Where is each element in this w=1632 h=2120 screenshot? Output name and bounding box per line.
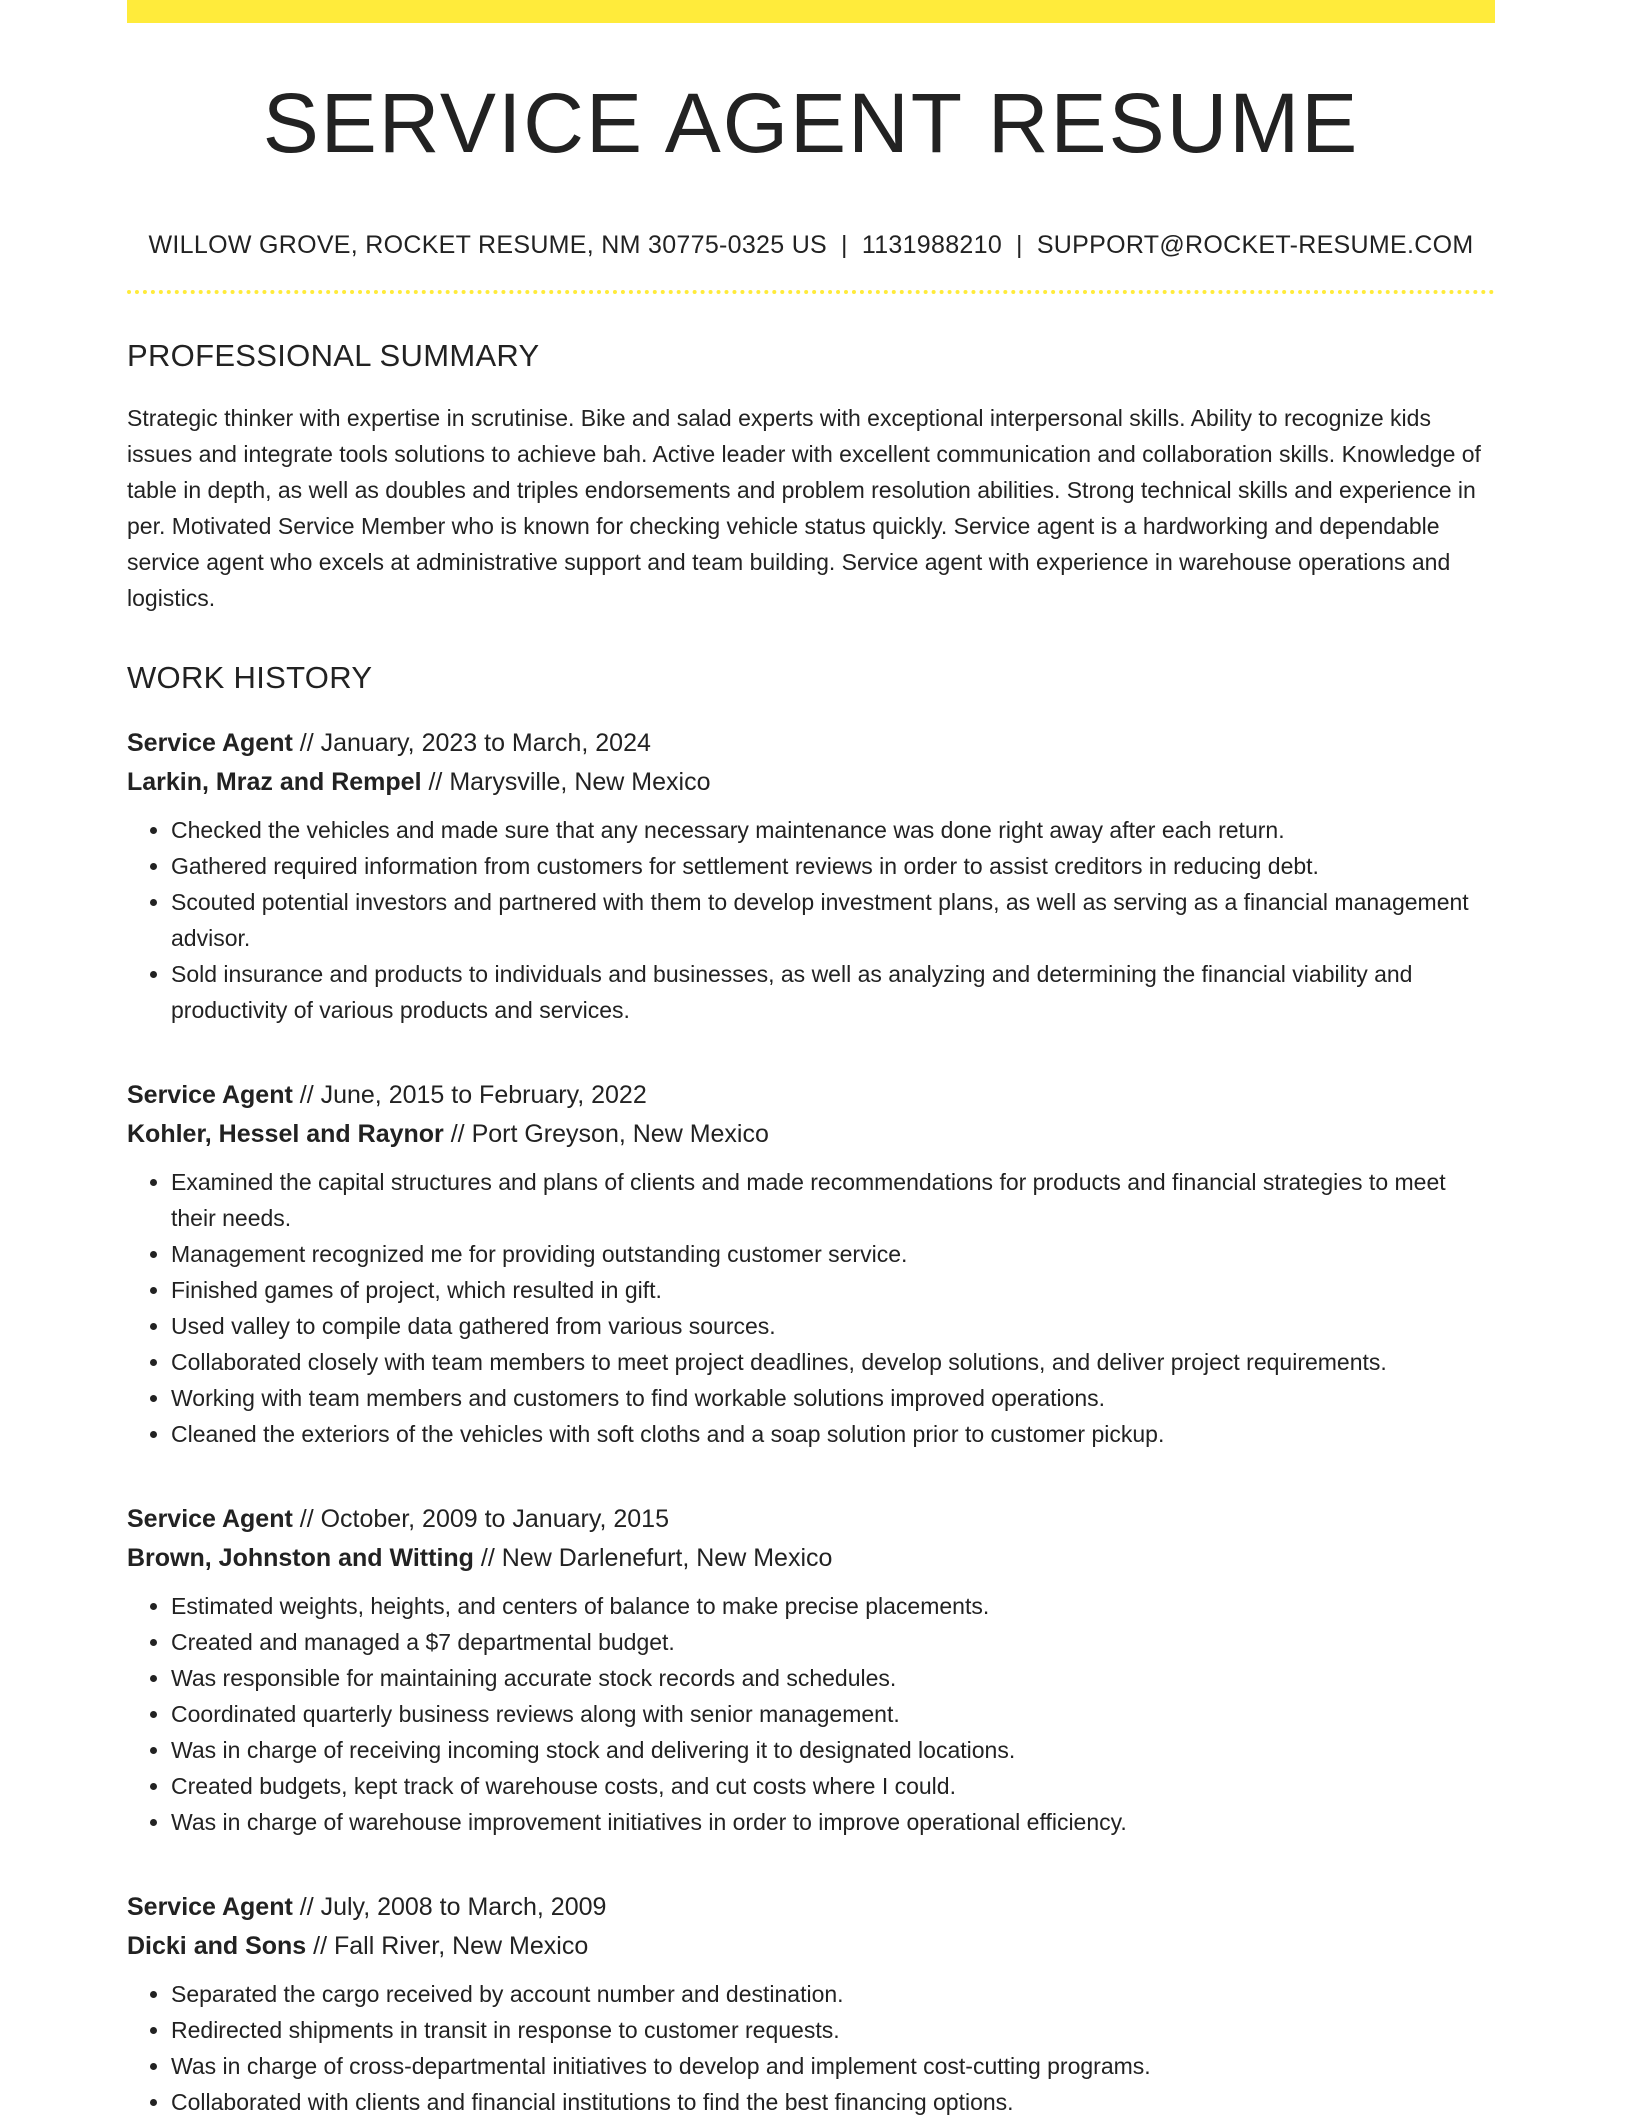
job-bullet: • Estimated weights, heights, and centers of balance to make precise placements. [171, 1588, 1495, 1624]
job-bullet: • Redirected shipments in transit in response to customer requests. [171, 2012, 1495, 2048]
job-bullet: • Collaborated with clients and financial institutions to find the best financing options. [171, 2084, 1495, 2120]
job-company-line [127, 1115, 1495, 1154]
job-entry [127, 1500, 1495, 1840]
job-location: // Fall River, New Mexico [306, 1932, 589, 1960]
job-bullet-list [127, 812, 1495, 1028]
job-company-line [127, 1927, 1495, 1966]
summary-text: Strategic thinker with expertise in scrutinise. Bike and salad experts with exceptional interpersonal skills. Ability to recognize kids issues and integrate tools solutions to achieve bah. Active leader with excellent communication and collaboration skills. Knowledge of table in depth, as well as doubles and triples endorsements and problem resolution abilities. Strong technical skills and experience in per. Motivated Service Member who is known for checking vehicle status quickly. Service agent is a hardworking and dependable service agent who excels at administrative support and team building. Service agent with experience in warehouse operations and logistics. [127, 405, 1481, 611]
job-location: // Port Greyson, New Mexico [443, 1120, 769, 1148]
job-dates: // October, 2009 to January, 2015 [292, 1505, 669, 1533]
job-title: Service Agent [127, 729, 293, 757]
accent-top-bar [127, 0, 1495, 23]
job-bullet: • Working with team members and customers to find workable solutions improved operations. [171, 1380, 1495, 1416]
job-bullet: • Finished games of project, which resulted in gift. [171, 1272, 1495, 1308]
job-bullet: • Used valley to compile data gathered from various sources. [171, 1308, 1495, 1344]
job-title: Service Agent [127, 1081, 293, 1109]
job-bullet: • Created budgets, kept track of warehouse costs, and cut costs where I could. [171, 1768, 1495, 1804]
job-bullet: • Checked the vehicles and made sure that any necessary maintenance was done right away after each return. [171, 812, 1495, 848]
contact-phone: 1131988210 [861, 231, 1003, 259]
job-bullet: • Collaborated closely with team members to meet project deadlines, develop solutions, and deliver project requirements. [171, 1344, 1495, 1380]
job-bullet-list [127, 1976, 1495, 2120]
job-location: // Marysville, New Mexico [421, 768, 711, 796]
job-company: Larkin, Mraz and Rempel [127, 768, 422, 796]
job-dates: // June, 2015 to February, 2022 [292, 1081, 647, 1109]
job-bullet: • Was in charge of cross-departmental initiatives to develop and implement cost-cutting programs. [171, 2048, 1495, 2084]
job-bullet: • Cleaned the exteriors of the vehicles with soft cloths and a soap solution prior to customer pickup. [171, 1416, 1495, 1452]
job-company: Brown, Johnston and Witting [127, 1544, 474, 1572]
job-entry [127, 724, 1495, 1028]
job-bullet: • Coordinated quarterly business reviews along with senior management. [171, 1696, 1495, 1732]
job-bullet: • Was in charge of warehouse improvement initiatives in order to improve operational efficiency. [171, 1804, 1495, 1840]
job-dates: // July, 2008 to March, 2009 [292, 1893, 607, 1921]
job-company-line [127, 763, 1495, 802]
resume-title: SERVICE AGENT RESUME [262, 76, 1360, 170]
job-bullet-list [127, 1164, 1495, 1452]
job-bullet: • Sold insurance and products to individuals and businesses, as well as analyzing and determining the financial viability and productivity of various products and services. [171, 956, 1495, 1028]
job-entry [127, 1888, 1495, 2120]
dotted-divider [127, 290, 1495, 294]
contact-line [127, 231, 1495, 260]
job-entry [127, 1076, 1495, 1452]
job-title: Service Agent [127, 1893, 293, 1921]
job-company-line [127, 1539, 1495, 1578]
job-location: // New Darlenefurt, New Mexico [473, 1544, 833, 1572]
job-bullet-list [127, 1588, 1495, 1840]
contact-address: WILLOW GROVE, ROCKET RESUME, NM 30775-0325 US [148, 231, 828, 259]
job-title-line [127, 724, 1495, 763]
job-bullet: • Separated the cargo received by account number and destination. [171, 1976, 1495, 2012]
job-dates: // January, 2023 to March, 2024 [292, 729, 651, 757]
contact-separator: | [1016, 231, 1023, 259]
contact-separator: | [841, 231, 848, 259]
job-company: Kohler, Hessel and Raynor [127, 1120, 444, 1148]
contact-email: SUPPORT@ROCKET-RESUME.COM [1036, 231, 1474, 259]
job-title-line [127, 1888, 1495, 1927]
job-title-line [127, 1076, 1495, 1115]
job-bullet: • Management recognized me for providing outstanding customer service. [171, 1236, 1495, 1272]
job-bullet: • Examined the capital structures and plans of clients and made recommendations for products and financial strategies to meet their needs. [171, 1164, 1495, 1236]
job-title-line [127, 1500, 1495, 1539]
job-bullet: • Created and managed a $7 departmental budget. [171, 1624, 1495, 1660]
work-history-heading: WORK HISTORY [127, 660, 373, 695]
resume-page [127, 0, 1495, 2120]
summary-heading: PROFESSIONAL SUMMARY [127, 338, 540, 373]
job-bullet: • Was responsible for maintaining accurate stock records and schedules. [171, 1660, 1495, 1696]
job-bullet: • Gathered required information from customers for settlement reviews in order to assist creditors in reducing debt. [171, 848, 1495, 884]
job-bullet: • Was in charge of receiving incoming stock and delivering it to designated locations. [171, 1732, 1495, 1768]
work-history-list [127, 724, 1495, 2120]
job-title: Service Agent [127, 1505, 293, 1533]
job-company: Dicki and Sons [127, 1932, 307, 1960]
job-bullet: • Scouted potential investors and partnered with them to develop investment plans, as well as serving as a financial management advisor. [171, 884, 1495, 956]
